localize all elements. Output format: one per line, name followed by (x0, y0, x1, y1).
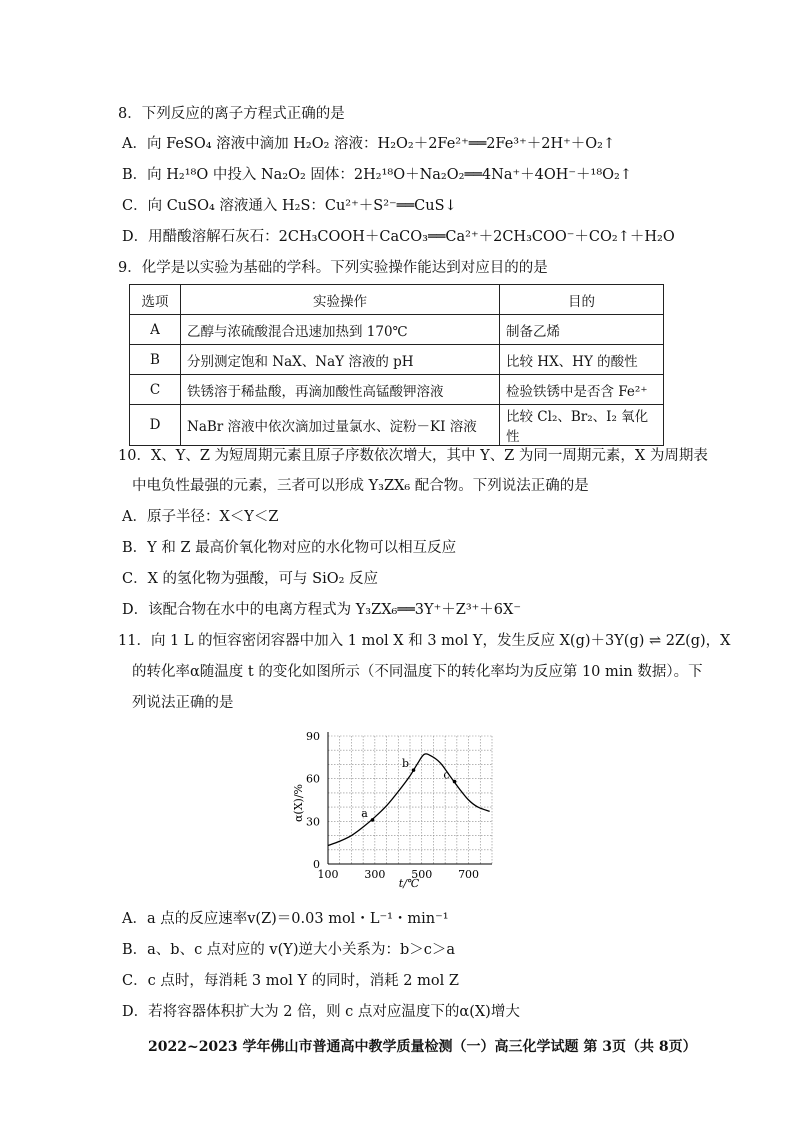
y-tick-label: 90 (306, 730, 320, 743)
table-cell: 比较 HX、HY 的酸性 (500, 345, 664, 375)
table-header-row (130, 285, 664, 315)
chart-grid (328, 736, 492, 864)
y-axis-label: α(X)/% (292, 783, 305, 823)
q9-stem: 9．化学是以实验为基础的学科。下列实验操作能达到对应目的的是 (118, 260, 548, 276)
table-cell: NaBr 溶液中依次滴加过量氯水、淀粉－KI 溶液 (181, 405, 500, 446)
table-row (130, 345, 664, 375)
q8-option-c: C．向 CuSO₄ 溶液通入 H₂S：Cu²⁺＋S²⁻══CuS↓ (122, 198, 457, 214)
y-tick-label: 0 (313, 858, 320, 871)
conversion-chart (290, 722, 510, 890)
point-label-b: b (401, 757, 410, 771)
table-row (130, 315, 664, 345)
table-cell: D (130, 405, 181, 446)
q10-stem-line1: 10．X、Y、Z 为短周期元素且原子序数依次增大，其中 Y、Z 为同一周期元素，X 为周期表 (118, 448, 708, 464)
q11-option-b: B．a、b、c 点对应的 v(Y)逆大小关系为：b＞c＞a (122, 942, 456, 958)
x-tick-label: 300 (364, 868, 386, 881)
y-tick-label: 30 (306, 815, 320, 829)
table-cell: 乙醇与浓硫酸混合迅速加热到 170℃ (181, 315, 500, 345)
x-tick-label: 500 (411, 868, 433, 881)
experiment-table (129, 284, 664, 446)
q11-option-d: D．若将容器体积扩大为 2 倍，则 c 点对应温度下的α(X)增大 (122, 1004, 520, 1020)
q11-stem-line1: 11．向 1 L 的恒容密闭容器中加入 1 mol X 和 3 mol Y，发生反应 X(g)＋3Y(g) ⇌ 2Z(g)，X (118, 633, 731, 649)
table-cell: C (130, 375, 181, 405)
y-tick-label: 60 (306, 772, 320, 786)
table-cell: A (130, 315, 181, 345)
q10-option-a: A．原子半径：X＜Y＜Z (122, 509, 279, 525)
table-row (130, 405, 664, 446)
q8-option-a: A．向 FeSO₄ 溶液中滴加 H₂O₂ 溶液：H₂O₂＋2Fe²⁺══2Fe³⁺＋2H⁺＋O₂↑ (122, 136, 616, 152)
q10-option-c: C．X 的氢化物为强酸，可与 SiO₂ 反应 (122, 571, 379, 587)
x-tick-label: 100 (317, 868, 339, 881)
table-cell: 比较 Cl₂、Br₂、I₂ 氧化性 (500, 405, 664, 446)
x-tick-label: 700 (458, 868, 480, 881)
table-cell: B (130, 345, 181, 375)
q10-option-d: D．该配合物在水中的电离方程式为 Y₃ZX₆══3Y⁺＋Z³⁺＋6X⁻ (122, 602, 521, 618)
point-label-c: c (443, 768, 450, 782)
table-cell: 检验铁锈中是否含 Fe²⁺ (500, 375, 664, 405)
point-marker-b (412, 768, 416, 772)
q10-stem-line2: 中电负性最强的元素，三者可以形成 Y₃ZX₆ 配合物。下列说法正确的是 (132, 478, 589, 494)
q8-stem: 8．下列反应的离子方程式正确的是 (118, 106, 345, 122)
q11-option-a: A．a 点的反应速率v(Z)＝0.03 mol・L⁻¹・min⁻¹ (122, 911, 449, 927)
chart-points (361, 757, 456, 822)
table-row (130, 375, 664, 405)
q10-option-b: B．Y 和 Z 最高价氧化物对应的水化物可以相互反应 (122, 540, 457, 556)
table-header: 选项 (130, 285, 181, 315)
point-label-a: a (361, 806, 368, 820)
table-header: 目的 (500, 285, 664, 315)
table-cell: 分别测定饱和 NaX、NaY 溶液的 pH (181, 345, 500, 375)
point-marker-a (371, 818, 375, 822)
q8-option-d: D．用醋酸溶解石灰石：2CH₃COOH＋CaCO₃══Ca²⁺＋2CH₃COO⁻＋CO₂↑＋H₂O (122, 229, 675, 245)
page-footer: 2022~2023 学年佛山市普通高中教学质量检测（一）高三化学试题 第 3页（共 8页） (148, 1039, 697, 1055)
q8-option-b: B．向 H₂¹⁸O 中投入 Na₂O₂ 固体：2H₂¹⁸O＋Na₂O₂══4Na⁺＋4OH⁻＋¹⁸O₂↑ (122, 167, 633, 183)
q11-option-c: C．c 点时，每消耗 3 mol Y 的同时，消耗 2 mol Z (122, 973, 459, 989)
q11-stem-line3: 列说法正确的是 (132, 695, 234, 711)
x-axis-label: t/℃ (398, 877, 420, 890)
point-marker-c (453, 780, 457, 784)
chart-axes (306, 730, 492, 881)
table-cell: 铁锈溶于稀盐酸，再滴加酸性高锰酸钾溶液 (181, 375, 500, 405)
table-cell: 制备乙烯 (500, 315, 664, 345)
table-header: 实验操作 (181, 285, 500, 315)
q11-stem-line2: 的转化率α随温度 t 的变化如图所示（不同温度下的转化率均为反应第 10 min 数据）。下 (132, 664, 703, 680)
